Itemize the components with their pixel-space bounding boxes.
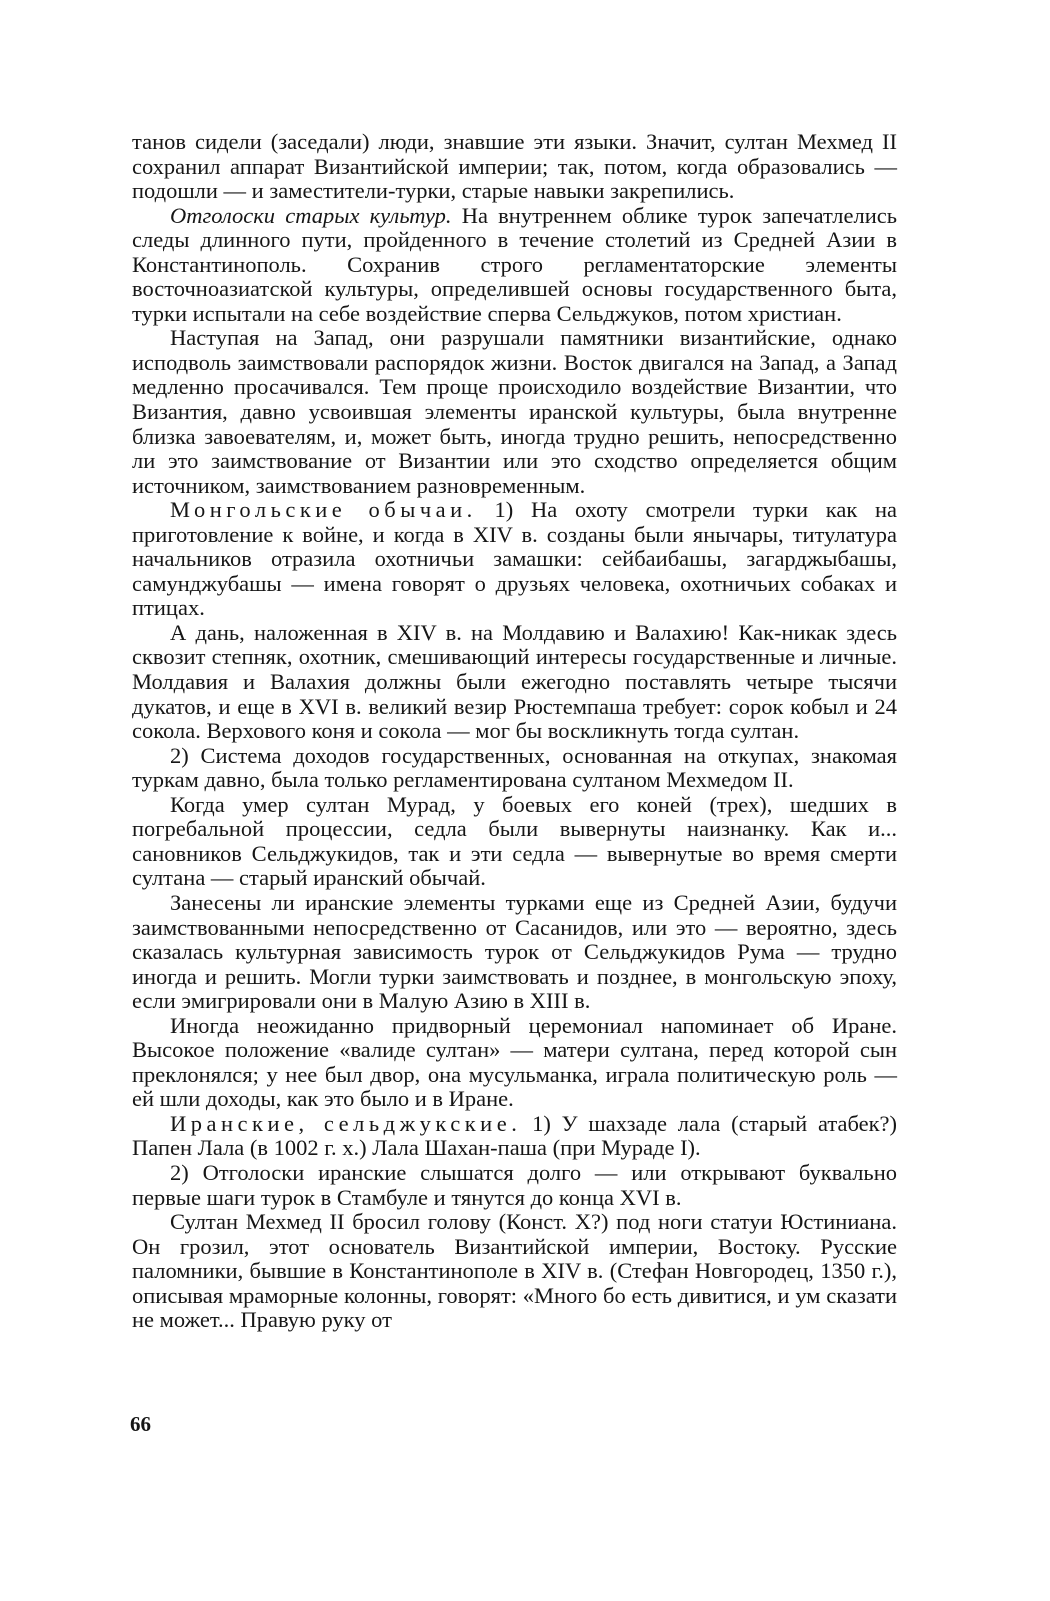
section-heading: Отголоски старых культур. [170,202,452,228]
paragraph [132,1161,897,1210]
paragraph-text: Султан Мехмед II бросил голову (Конст. X?) под ноги статуи Юстиниана. Он грозил, этот основатель Византийской империи, Востоку. Русские паломники, бывшие в Константинополе в XIV в. (Стефан Новгородец, 1350 г.), описывая мраморные колонны, говорят: «Много бо есть дивитися, и ум сказати не может... Правую руку от [132,1209,897,1333]
paragraph-text: 2) Отголоски иранские слышатся долго — или открывают буквально первые шаги турок в Стамбуле и тянутся до конца XVI в. [132,1159,897,1210]
paragraph-text: Наступая на Запад, они разрушали памятники византийские, однако исподволь заимствовали распорядок жизни. Восток двигался на Запад, а Запад медленно просачивался. Тем проще происходило воздействие Византии, что Византия, давно усвоившая элементы иранской культуры, была внутренне близка завоевателям, и, может быть, иногда трудно решить, непосредственно ли это заимствование от Византии или это сходство определяется общим источником, заимствованием разновременным. [132,325,897,498]
paragraph-old-cultures [132,204,897,327]
body-text [132,130,897,1333]
paragraph [132,1014,897,1112]
paragraph [132,326,897,498]
paragraph [132,891,897,1014]
section-heading: Монгольские обычаи. [170,497,477,523]
paragraph-text: 2) Система доходов государственных, основанная на откупах, знакомая туркам давно, была только регламентирована султаном Мехмедом II. [132,742,897,793]
paragraph-text: А дань, наложенная в XIV в. на Молдавию и Валахию! Как-никак здесь сквозит степняк, охотник, смешивающий интересы государственные и личные. Молдавия и Валахия должны были ежегодно поставлять четыре тысячи дукатов, и еще в XVI в. великий везир Рюстемпаша требует: сорок кобыл и 24 сокола. Верхового коня и сокола — мог бы воскликнуть тогда султан. [132,619,897,744]
paragraph-text: Занесены ли иранские элементы турками еще из Средней Азии, будучи заимствованными непосредственно от Сасанидов, или это — вероятно, здесь сказалась культурная зависимость турок от Сельджукидов Рума — трудно иногда и решить. Могли турки заимствовать и позднее, в монгольскую эпоху, если эмигрировали они в Малую Азию в XIII в. [132,889,897,1014]
paragraph-text: 1) У шахзаде лала (старый атабек?) Папен Лала (в 1002 г. х.) Лала Шахан-паша (при Мураде I). [132,1110,898,1161]
paragraph-text: танов сидели (заседали) люди, знавшие эти языки. Значит, султан Мехмед II сохранил аппарат Византийской империи; так, потом, когда образовались — подошли — и заместители-турки, старые навыки закрепились. [132,129,897,204]
paragraph [132,621,897,744]
paragraph [132,744,897,793]
paragraph-text: Когда умер султан Мурад, у боевых его коней (трех), шедших в погребальной процессии, седла были вывернуты наизнанку. Как и... сановников Сельджукидов, так и эти седла — вывернутые во время смерти султана — старый иранский обычай. [132,791,897,891]
paragraph-text: Иногда неожиданно придворный церемониал напоминает об Иране. Высокое положение «валиде султан» — матери султана, перед которой сын преклонялся; у нее был двор, она мусульманка, играла политическую роль — ей шли доходы, как это было и в Иране. [132,1012,897,1112]
page-number: 66 [130,1412,151,1436]
paragraph-continuation [132,130,897,204]
section-heading: Иранские, сельджукские. [170,1110,522,1136]
paragraph [132,793,897,891]
paragraph-iranian-seljuk [132,1112,897,1161]
paragraph-mongol-customs [132,498,897,621]
paragraph [132,1210,897,1333]
paragraph-text: 1) На охоту смотрели турки как на приготовление к войне, и когда в XIV в. созданы были янычары, титулатура начальников отразила охотничьи замашки: сейбаибашы, загарджыбашы, самунджубашы — имена говорят о друзьях человека, охотничьих собаках и птицах. [132,497,898,621]
paragraph-text: На внутреннем облике турок запечатлелись следы длинного пути, пройденного в течение столетий из Средней Азии в Константинополь. Сохранив строго регламентаторские элементы восточноазиатской культуры, определившей основы государственного быта, турки испытали на себе воздействие сперва Сельджуков, потом христиан. [132,202,897,326]
